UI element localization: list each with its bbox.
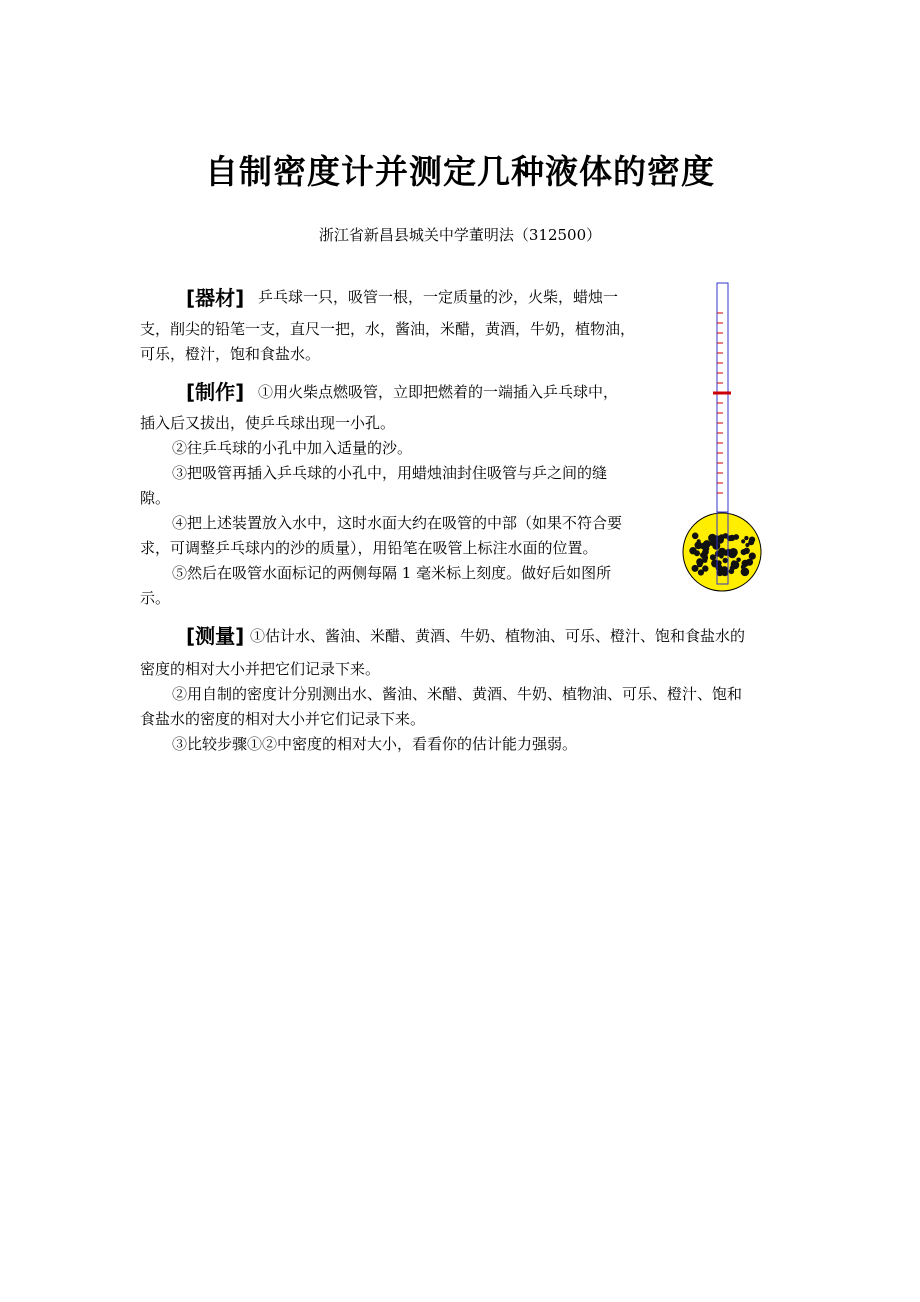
measure-line: 密度的相对大小并把它们记录下来。 [140, 660, 381, 678]
sand-grain [729, 548, 738, 557]
measure-line: ①估计水、酱油、米醋、黄酒、牛奶、植物油、可乐、橙汁、饱和食盐水的 [250, 627, 746, 645]
measure-line: 食盐水的密度的相对大小并它们记录下来。 [140, 710, 426, 728]
sand-grain [718, 548, 726, 556]
heading-making: [制作] [186, 380, 245, 404]
equipment-line: 乒乓球一只，吸管一根，一定质量的沙，火柴，蜡烛一 [258, 288, 619, 306]
measure-line: ③比较步骤①②中密度的相对大小，看看你的估计能力强弱。 [172, 735, 578, 753]
making-line: ①用火柴点燃吸管，立即把燃着的一端插入乒乓球中， [258, 383, 619, 401]
making-line: 求，可调整乒乓球内的沙的质量），用铅笔在吸管上标注水面的位置。 [140, 539, 598, 557]
making-line: ②往乒乓球的小孔中加入适量的沙。 [172, 439, 413, 457]
sand-grain [700, 552, 706, 558]
sand-grain [731, 561, 740, 570]
making-line: ④把上述装置放入水中，这时水面大约在吸管的中部（如果不符合要 [172, 514, 623, 532]
sand-grain [741, 550, 745, 554]
making-line: ③把吸管再插入乒乓球的小孔中，用蜡烛油封住吸管与乒之间的缝 [172, 464, 608, 482]
sand-grain [702, 565, 708, 571]
making-line: 插入后又拔出，使乒乓球出现一小孔。 [140, 414, 396, 432]
making-line: 示。 [140, 589, 171, 607]
sand-grain [710, 554, 716, 560]
equipment-line: 可乐，橙汁，饱和食盐水。 [140, 345, 321, 363]
heading-equipment: [器材] [186, 286, 245, 310]
sand-grain [741, 539, 745, 543]
sand-grain [733, 534, 739, 540]
sand-grain [692, 533, 699, 540]
sand-grain [697, 539, 701, 543]
sand-grain [698, 558, 703, 563]
page-title: 自制密度计并测定几种液体的密度 [205, 152, 715, 191]
sand-grain [705, 547, 709, 551]
sand-grain [694, 550, 700, 556]
making-line: 隙。 [140, 489, 171, 507]
making-line: ⑤然后在吸管水面标记的两侧每隔 1 毫米标上刻度。做好后如图所 [172, 564, 612, 582]
equipment-line: 支，削尖的铅笔一支，直尺一把，水，酱油，米醋，黄酒，牛奶，植物油， [140, 320, 636, 338]
heading-measure: [测量] [186, 624, 245, 648]
hydrometer-figure [680, 280, 770, 600]
sand-grain [723, 558, 728, 563]
sand-grain [711, 560, 719, 568]
sand-grain [745, 543, 749, 547]
sand-grain [744, 536, 748, 540]
sand-grain [741, 565, 746, 570]
sand-grain [749, 553, 756, 560]
author-line: 浙江省新昌县城关中学董明法（312500） [318, 226, 602, 244]
measure-line: ②用自制的密度计分别测出水、酱油、米醋、黄酒、牛奶、植物油、可乐、橙汁、饱和 [172, 685, 743, 703]
sand-grain [700, 545, 704, 549]
